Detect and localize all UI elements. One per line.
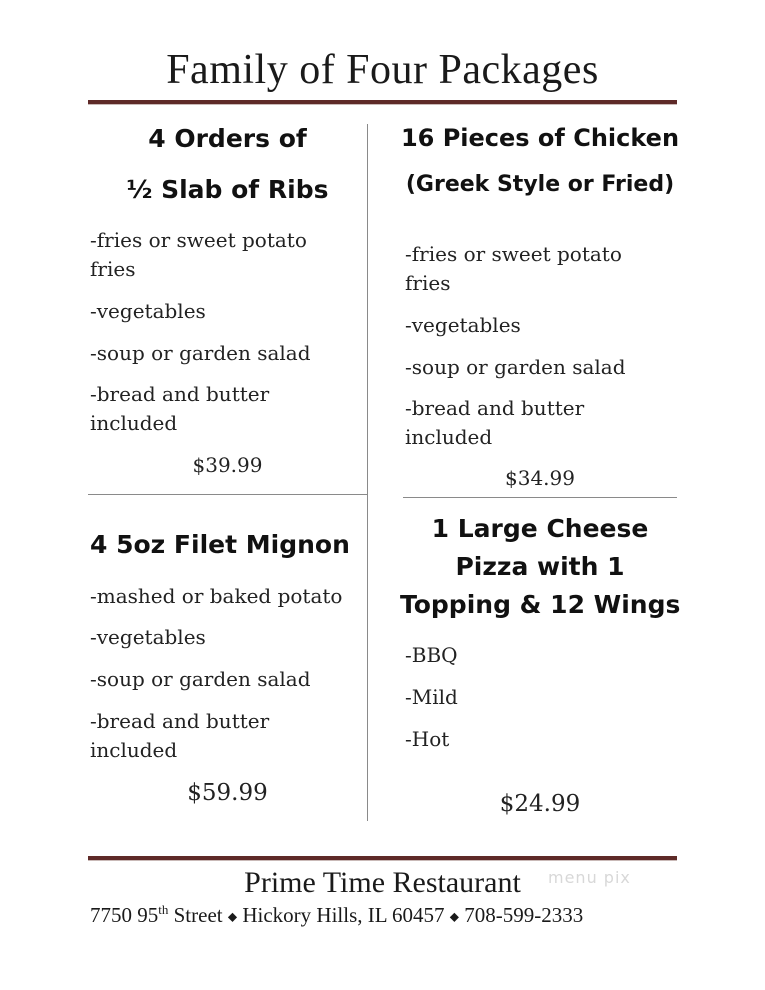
package-item: -vegetables bbox=[90, 299, 206, 323]
watermark: menu pix bbox=[548, 868, 631, 887]
phone-number: 708-599-2333 bbox=[459, 903, 584, 927]
package-item: -bread and butter bbox=[90, 382, 270, 406]
right-row-divider bbox=[403, 497, 677, 498]
left-row-divider bbox=[88, 494, 367, 495]
package-item: -mashed or baked potato bbox=[90, 584, 343, 608]
package-item: -soup or garden salad bbox=[405, 355, 626, 379]
package-item: -BBQ bbox=[405, 643, 458, 667]
package-item: -vegetables bbox=[90, 625, 206, 649]
city-state-zip: Hickory Hills, IL 60457 bbox=[237, 903, 450, 927]
package-item: -bread and butter bbox=[405, 396, 585, 420]
top-divider bbox=[88, 100, 677, 105]
street-name: Street bbox=[168, 903, 223, 927]
package-heading: (Greek Style or Fried) bbox=[405, 172, 675, 197]
package-item: -vegetables bbox=[405, 313, 521, 337]
package-heading: 16 Pieces of Chicken bbox=[400, 124, 680, 152]
package-price: $24.99 bbox=[499, 791, 581, 817]
package-price: $59.99 bbox=[187, 780, 268, 806]
package-item: -fries or sweet potato bbox=[405, 242, 622, 266]
package-item: -soup or garden salad bbox=[90, 667, 311, 691]
package-heading: 1 Large Cheese bbox=[431, 514, 649, 543]
package-price: $39.99 bbox=[192, 453, 263, 477]
package-item: fries bbox=[90, 257, 136, 281]
package-item: included bbox=[90, 738, 178, 762]
package-item: -bread and butter bbox=[90, 709, 270, 733]
package-heading: 4 Orders of bbox=[148, 124, 307, 153]
package-item: -Mild bbox=[405, 685, 458, 709]
package-item: included bbox=[90, 411, 178, 435]
diamond-separator-icon: ◆ bbox=[449, 909, 460, 924]
package-heading: Topping & 12 Wings bbox=[400, 590, 681, 619]
page-title: Family of Four Packages bbox=[166, 47, 599, 93]
restaurant-address bbox=[90, 902, 583, 928]
diamond-separator-icon: ◆ bbox=[227, 909, 238, 924]
restaurant-name: Prime Time Restaurant bbox=[244, 866, 521, 899]
package-item: fries bbox=[405, 271, 451, 295]
package-item: -Hot bbox=[405, 727, 450, 751]
package-price: $34.99 bbox=[505, 466, 575, 490]
package-heading: Pizza with 1 bbox=[455, 552, 625, 581]
bottom-divider bbox=[88, 856, 677, 861]
street-suffix: th bbox=[158, 902, 169, 917]
package-heading: 4 5oz Filet Mignon bbox=[90, 530, 350, 559]
package-item: -soup or garden salad bbox=[90, 341, 311, 365]
package-item: included bbox=[405, 425, 493, 449]
package-item: -fries or sweet potato bbox=[90, 228, 307, 252]
street-number: 7750 95 bbox=[90, 903, 159, 927]
package-heading: ½ Slab of Ribs bbox=[126, 175, 329, 204]
column-divider bbox=[367, 124, 368, 821]
